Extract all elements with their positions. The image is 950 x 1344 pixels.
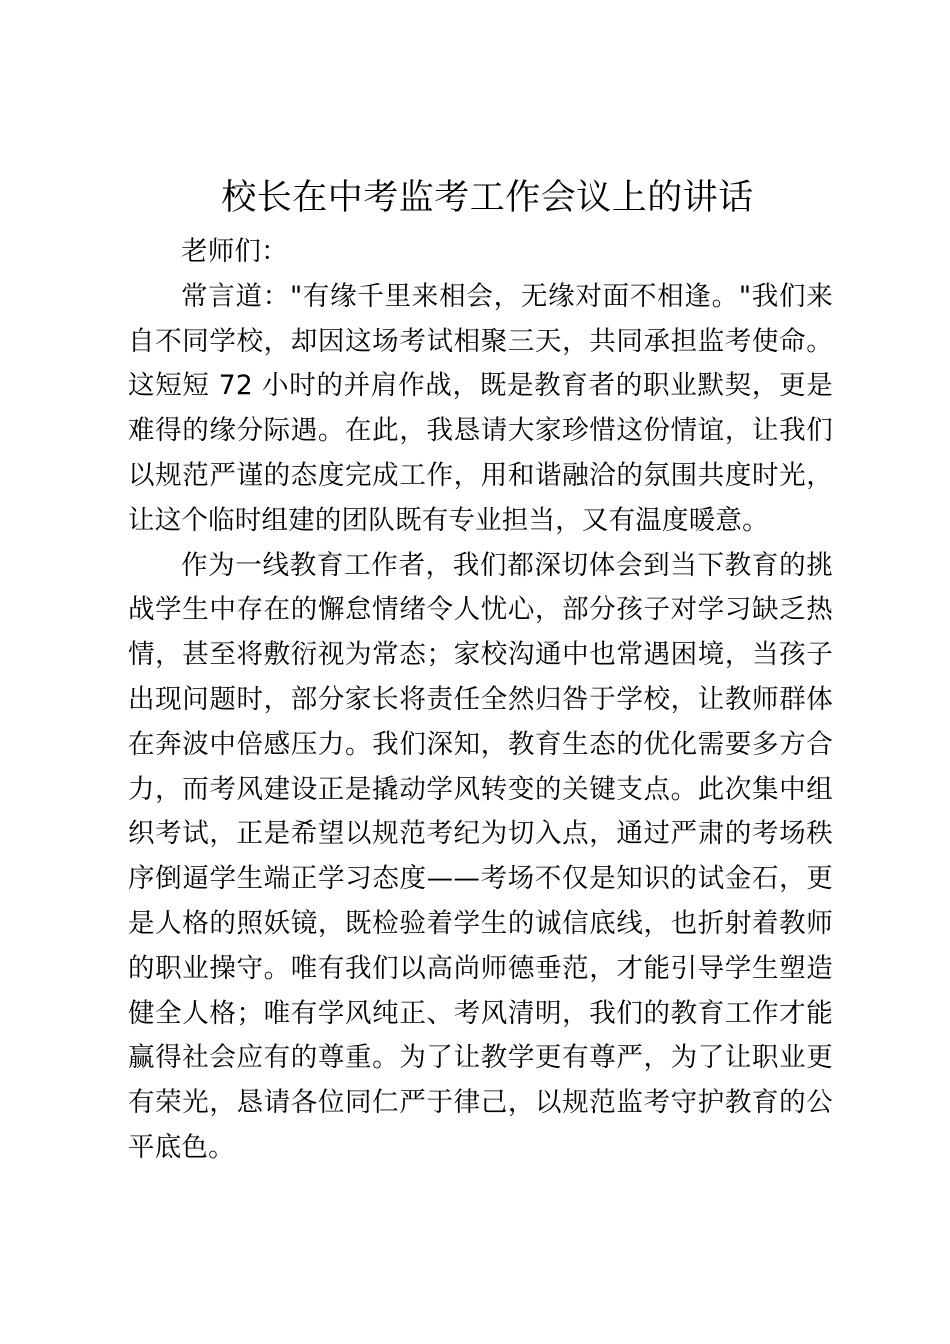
document-body	[128, 230, 833, 1171]
document-title: 校长在中考监考工作会议上的讲话	[221, 178, 754, 218]
document-page	[128, 168, 833, 1171]
body-paragraph-1: 常言道："有缘千里来相会，无缘对面不相逢。"我们来自不同学校，却因这场考试相聚三天，共同承担监考使命。这短短 72 小时的并肩作战，既是教育者的职业默契，更是难得的缘分际遇。在此，我恳请大家珍惜这份情谊，让我们以规范严谨的态度完成工作，用和谐融洽的氛围共度时光，让这个临时组建的团队既有专业担当，又有温度暖意。	[128, 280, 833, 536]
salutation: 老师们：	[181, 236, 288, 267]
body-paragraph-2: 作为一线教育工作者，我们都深切体会到当下教育的挑战学生中存在的懈怠情绪令人忧心，部分孩子对学习缺乏热情，甚至将敷衍视为常态；家校沟通中也常遇困境，当孩子出现问题时，部分家长将责任全然归咎于学校，让教师群体在奔波中倍感压力。我们深知，教育生态的优化需要多方合力，而考风建设正是撬动学风转变的关键支点。此次集中组织考试，正是希望以规范考纪为切入点，通过严肃的考场秩序倒逼学生端正学习态度——考场不仅是知识的试金石，更是人格的照妖镜，既检验着学生的诚信底线，也折射着教师的职业操守。唯有我们以高尚师德垂范，才能引导学生塑造健全人格；唯有学风纯正、考风清明，我们的教育工作才能赢得社会应有的尊重。为了让教学更有尊严，为了让职业更有荣光，恳请各位同仁严于律己，以规范监考守护教育的公平底色。	[128, 549, 833, 1163]
